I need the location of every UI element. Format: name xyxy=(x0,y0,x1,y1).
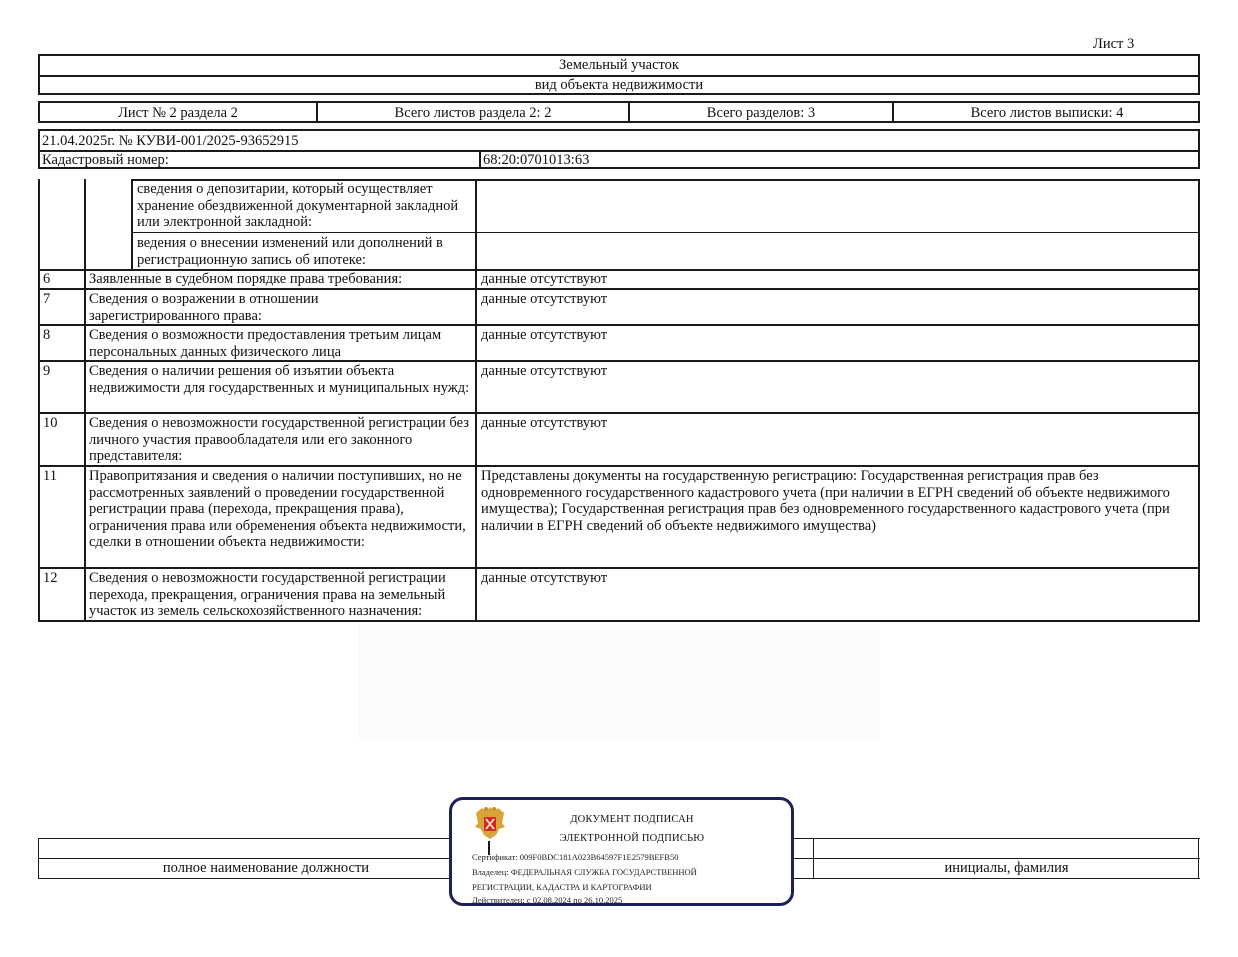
stamp-owner-line1: Владелец: ФЕДЕРАЛЬНАЯ СЛУЖБА ГОСУДАРСТВЕННОЙ xyxy=(472,867,697,877)
row-6-number: 6 xyxy=(43,271,51,287)
row-10-label: Сведения о невозможности государственной регистрации без личного участия правообладателя или его законного представителя: xyxy=(89,415,469,464)
row-11-label: Правопритязания и сведения о наличии поступивших, но не рассмотренных заявлений о проведении государственной регистрации права (перехода, прекращения права), ограничения права или обременения объекта недвижимости, сделки в отношении объекта недвижимости: xyxy=(89,468,466,550)
row-12-number: 12 xyxy=(43,570,58,586)
row-12-value: данные отсутствуют xyxy=(481,570,608,586)
watermark-area xyxy=(358,624,880,740)
row-8-label: Сведения о возможности предоставления третьим лицам персональных данных физического лица xyxy=(89,327,442,360)
row-10-value: данные отсутствуют xyxy=(481,415,608,431)
stamp-validity: Действителен: с 02.08.2024 по 26.10.2025 xyxy=(472,895,623,905)
row-11-value: Представлены документы на государственную регистрацию: Государственная регистрация прав без одновременного государственного кадастрового учета (при наличии в ЕГРН сведений об объекте недвижимого имущества); Государственная регистрация прав без одновременного государственного кадастрового учета (при наличии в ЕГРН сведений об объекте недвижимого имущества) xyxy=(481,468,1170,534)
cadastral-label: Кадастровый номер: xyxy=(42,152,169,168)
sheet-info-sections: Всего разделов: 3 xyxy=(706,105,816,121)
row-7-label: Сведения о возражении в отношении зарегистрированного права: xyxy=(89,291,319,324)
row-11-number: 11 xyxy=(43,468,57,484)
row-7-value: данные отсутствуют xyxy=(481,291,608,307)
sheet-number: Лист 3 xyxy=(1093,36,1135,52)
name-caption: инициалы, фамилия xyxy=(944,860,1069,876)
sub-row-depositary-label: сведения о депозитарии, который осуществляет хранение обездвиженной документарной закладной или электронной закладной: xyxy=(137,181,459,230)
object-type: Земельный участок xyxy=(559,57,679,73)
rights-table xyxy=(38,179,1200,622)
sub-row-mortgage-changes-label: ведения о внесении изменений или дополнений в регистрационную запись об ипотеке: xyxy=(137,235,443,268)
sub-row-mortgage-changes-value xyxy=(478,234,1196,236)
row-6-label: Заявленные в судебном порядке права требования: xyxy=(89,271,403,287)
row-9-value: данные отсутствуют xyxy=(481,363,608,379)
stamp-title-line1: ДОКУМЕНТ ПОДПИСАН xyxy=(570,814,694,825)
row-9-number: 9 xyxy=(43,363,51,379)
extract-number: 21.04.2025г. № КУВИ-001/2025-93652915 xyxy=(42,133,299,149)
electronic-signature-stamp xyxy=(449,797,794,906)
row-8-value: данные отсутствуют xyxy=(481,327,608,343)
row-6-value: данные отсутствуют xyxy=(481,271,608,287)
stamp-certificate: Сертификат: 009F0BDC181A023B64597F1E2579BEFB50 xyxy=(472,852,679,862)
row-12-label: Сведения о невозможности государственной регистрации перехода, прекращения, ограничения права на земельный участок из земель сельскохозяйственного назначения: xyxy=(89,570,446,619)
sheet-info-total-sheets: Всего листов выписки: 4 xyxy=(970,105,1124,121)
object-type-caption: вид объекта недвижимости xyxy=(534,77,704,93)
row-9-label: Сведения о наличии решения об изъятии объекта недвижимости для государственных и муниципальных нужд: xyxy=(89,363,470,396)
cadastral-number: 68:20:0701013:63 xyxy=(483,152,590,168)
position-caption: полное наименование должности xyxy=(162,860,370,876)
russian-coat-of-arms-icon xyxy=(472,803,508,843)
sheet-info-section-sheets: Всего листов раздела 2: 2 xyxy=(394,105,552,121)
row-8-number: 8 xyxy=(43,327,51,343)
object-type-block xyxy=(38,54,1200,95)
sheet-info-sheet: Лист № 2 раздела 2 xyxy=(118,105,238,121)
stamp-title-line2: ЭЛЕКТРОННОЙ ПОДПИСЬЮ xyxy=(559,833,705,844)
row-7-number: 7 xyxy=(43,291,51,307)
row-10-number: 10 xyxy=(43,415,58,431)
sheet-info-row xyxy=(38,101,1200,123)
stamp-owner-line2: РЕГИСТРАЦИИ, КАДАСТРА И КАРТОГРАФИИ xyxy=(472,882,652,892)
sub-row-depositary-value xyxy=(478,180,1196,182)
extract-info-block xyxy=(38,129,1200,169)
